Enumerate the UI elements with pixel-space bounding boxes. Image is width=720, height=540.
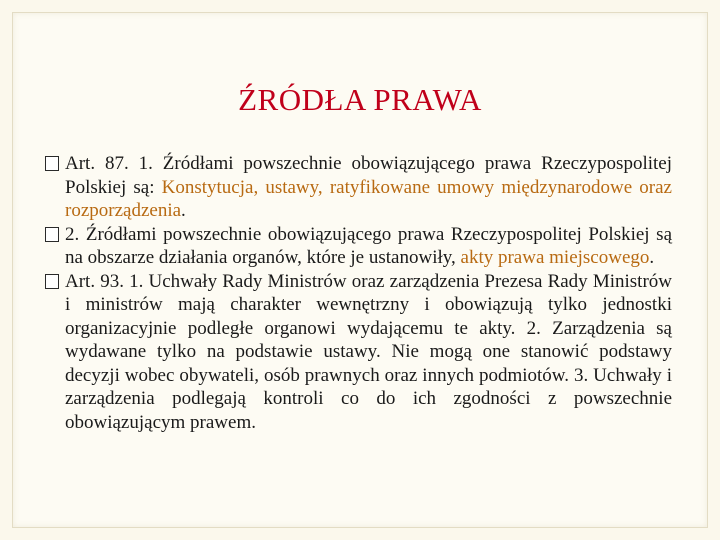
slide-body <box>45 152 672 434</box>
paragraph-art-87-1 <box>45 152 672 223</box>
paragraph-text-end: . <box>649 247 655 268</box>
box-bullet-icon <box>45 156 59 171</box>
highlighted-sources: Konstytucja, ustawy, ratyfikowane umowy międzynarodowe oraz rozporządzenia <box>65 176 672 221</box>
box-bullet-icon <box>45 274 59 289</box>
paragraph-text-end: . <box>181 200 186 221</box>
paragraph-text: 2. Źródłami powszechnie obowiązującego prawa Rzeczypospolitej Polskiej są na obszarze działania organów, które je ustanowiły, <box>65 223 672 268</box>
paragraph-art-87-2 <box>45 223 672 270</box>
slide-title: ŹRÓDŁA PRAWA <box>238 82 482 117</box>
highlighted-local-law: akty prawa miejscowego <box>460 247 650 268</box>
box-bullet-icon <box>45 227 59 242</box>
paragraph-art-93 <box>45 270 672 435</box>
paragraph-text: Art. 93. 1. Uchwały Rady Ministrów oraz zarządzenia Prezesa Rady Ministrów i ministrów mają charakter wewnętrzny i obowiązują tylko jednostki organizacyjnie podległe organowi wydającemu te akty. 2. Zarządzenia są wydawane tylko na podstawie ustawy. Nie mogą one stanowić podstawy decyzji wobec obywateli, osób prawnych oraz innych podmiotów. 3. Uchwały i zarządzenia podlegają kontroli co do ich zgodności z powszechnie obowiązującym prawem. <box>65 270 672 433</box>
paragraph-text: Art. 87. 1. Źródłami powszechnie obowiązującego prawa Rzeczypospolitej Polskiej są: <box>65 153 672 198</box>
